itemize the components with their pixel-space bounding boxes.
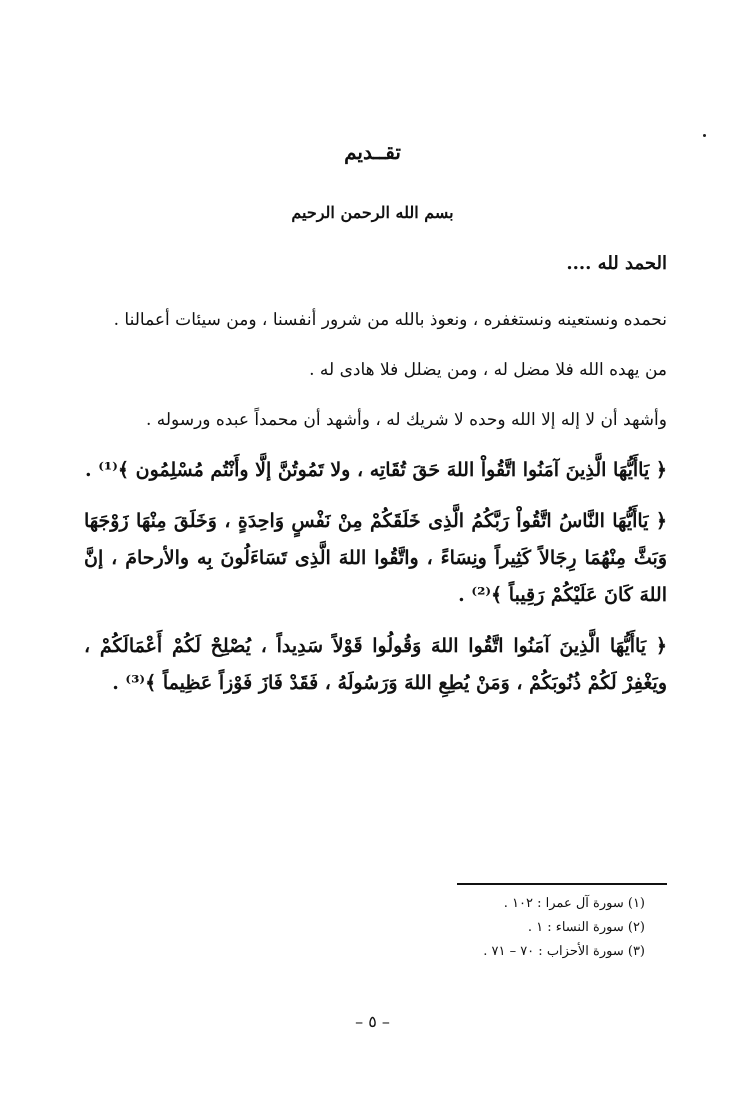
footnote-3: (٣) سورة الأحزاب : ٧٠ – ٧١ . (483, 944, 645, 959)
paragraph-1: نحمده ونستعينه ونستغفره ، ونعوذ بالله من شرور أنفسنا ، ومن سيئات أعمالنا . (113, 310, 667, 330)
footnote-divider (457, 883, 667, 885)
footnote-2: (٢) سورة النساء : ١ . (527, 920, 645, 935)
page-number: – ٥ – (355, 1012, 390, 1031)
verse-1: ﴿ يَاأَيُّهَا الَّذِينَ آمَنُوا اتَّقُواْ اللهَ حَقَ تُقَاتِه ، ولا تَمُوتُنَّ إلَّا وأَنْتُم مُسْلِمُون ﴾⁽¹⁾ . (85, 459, 667, 481)
basmala-heading: بسم الله الرحمن الرحيم (291, 203, 454, 222)
paragraph-2: من يهده الله فلا مضل له ، ومن يضلل فلا هادى له . (309, 360, 667, 380)
body-text (84, 248, 667, 716)
hamd-line: الحمد لله .... (566, 253, 667, 274)
verse-3: ﴿ يَاأَيُّهَا الَّذِينَ آمَنُوا اتَّقُوا اللهَ وَقُولُوا قَوْلاً سَدِيداً ، يُصْلِحْ لَكُمْ أَعْمَالَكُمْ ، ويَغْفِرْ لَكُمْ ذُنُوبَكُمْ ، وَمَنْ يُطِعِ اللهَ وَرَسُولَهُ ، فَقَدْ فَازَ فَوْزاً عَظِيماً ﴾⁽³⁾ . (84, 635, 667, 694)
paragraph-3: وأشهد أن لا إله إلا الله وحده لا شريك له ، وأشهد أن محمداً عبده ورسوله . (145, 410, 667, 430)
verse-2: ﴿ يَاأَيُّهَا النَّاسُ اتَّقُواْ رَبَّكُمُ الَّذِى خَلَقَكُمْ مِنْ نَفْسٍ وَاحِدَةٍ ، وَخَلَقَ مِنْهَا زَوْجَهَا وَبَثَّ مِنْهُمَا رِجَالاً كَثِيراً ونِسَاءً ، واتَّقُوا اللهَ الَّذِى تَسَاءَلُونَ بِه والأرحامَ ، إنَّ اللهَ كَانَ عَلَيْكُمْ رَقِيباً ﴾⁽²⁾ . (84, 510, 667, 606)
footnote-1: (١) سورة آل عمرا : ١٠٢ . (503, 896, 645, 911)
ink-dot (703, 134, 706, 137)
footnotes (380, 892, 645, 964)
page-title: تقــديم (344, 140, 401, 164)
